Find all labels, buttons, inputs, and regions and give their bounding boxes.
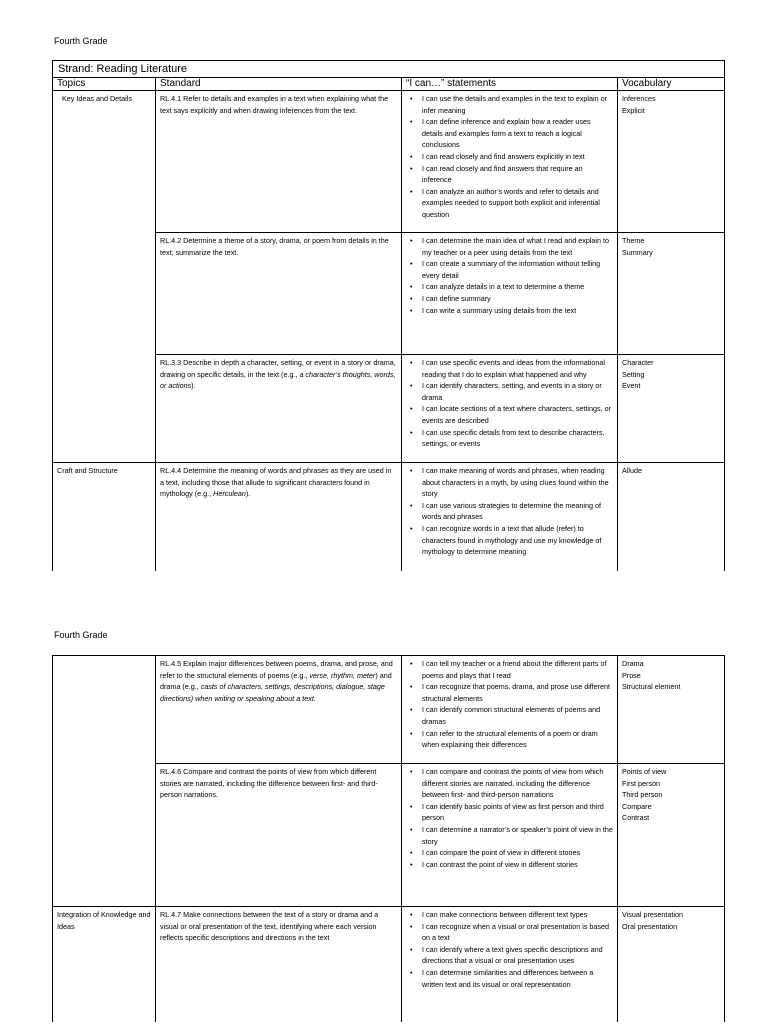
ican-item: • I can compare and contrast the points of view from which different stories are narrated, including the difference between first- and third-person narrations — [422, 766, 613, 801]
vocab-cell — [618, 764, 725, 907]
ican-item: • I can use specific events and ideas from the informational reading that I do to explain what happened and why — [422, 357, 613, 380]
topic-cell: Craft and Structure — [53, 463, 156, 571]
vocab-term: First person — [622, 778, 660, 788]
ican-item: • I can determine a narrator’s or speaker’s point of view in the story — [422, 824, 613, 847]
table-row — [53, 463, 725, 571]
ican-item: • I can use the details and examples in the text to explain or infer meaning — [422, 93, 613, 116]
vocab-term: Drama — [622, 659, 644, 668]
ican-cell — [402, 463, 618, 571]
ican-item: • I can make connections between different text types — [422, 909, 613, 921]
col-header-vocabulary: Vocabulary — [618, 78, 725, 91]
standard-cell: RL.4.7 Make connections between the text of a story or drama and a visual or oral presentation of the text, identifying where each version reflects specific descriptions and directions in the text — [156, 907, 402, 1022]
vocab-cell — [618, 233, 725, 355]
standard-example: a character’s thoughts, words, or actions — [160, 369, 396, 391]
standard-cell: RL.4.6 Compare and contrast the points of view from which different stories are narrated, including the difference between first- and third-person narrations. — [156, 764, 402, 907]
ican-item: • I can create a summary of the information without telling every detail — [422, 258, 613, 281]
vocab-cell — [618, 656, 725, 764]
page-header: Fourth Grade — [54, 36, 108, 46]
vocab-cell — [618, 907, 725, 1022]
vocab-term: Explicit — [622, 105, 645, 115]
ican-item: • I can identify where a text gives specific descriptions and directions that a visual or oral presentation uses — [422, 944, 613, 967]
standard-text-tail: ). — [191, 381, 196, 391]
standard-cell: RL.4.2 Determine a theme of a story, drama, or poem from details in the text; summarize the text. — [156, 233, 402, 355]
vocab-term: Summary — [622, 247, 653, 257]
standard-cell — [156, 355, 402, 463]
vocab-term: Character — [622, 358, 654, 367]
standard-text: RL.4.5 Explain major differences between poems, drama, and prose, and refer to the structural elements of poems (e.g., — [160, 659, 393, 680]
standard-text: RL.4.4 Determine the meaning of words and phrases as they are used in a text, including those that allude to significant characters found in mythology (e.g., — [160, 466, 392, 499]
ican-item: • I can recognize when a visual or oral presentation is based on a text — [422, 921, 613, 944]
standard-example: Herculean — [213, 489, 246, 499]
col-header-topics: Topics — [53, 78, 156, 91]
col-header-standard: Standard — [156, 78, 402, 91]
vocab-term: Prose — [622, 670, 641, 680]
vocab-term: Allude — [622, 466, 642, 475]
standard-cell: RL.4.1 Refer to details and examples in a text when explaining what the text says explicitly and when drawing inferences from the text. — [156, 91, 402, 233]
ican-cell — [402, 907, 618, 1022]
topic-cell — [53, 656, 156, 907]
strand-title: Strand: Reading Literature — [53, 61, 725, 78]
vocab-term: Third person — [622, 790, 663, 800]
ican-item: • I can identify characters, setting, and events in a story or drama — [422, 380, 613, 403]
standard-example: verse, rhythm, meter — [309, 670, 376, 680]
ican-item: • I can compare the point of view in different stories — [422, 847, 613, 859]
ican-item: • I can identify common structural elements of poems and dramas — [422, 704, 613, 727]
ican-item: • I can read closely and find answers explicitly in text — [422, 151, 613, 163]
ican-item: • I can identify basic points of view as first person and third person — [422, 801, 613, 824]
ican-item: • I can determine similarities and differences between a written text and its visual or oral representation — [422, 967, 613, 990]
vocab-term: Visual presentation — [622, 910, 684, 919]
ican-item: • I can refer to the structural elements of a poem or dram when explaining their differences — [422, 728, 613, 751]
header-row — [53, 78, 725, 91]
standards-table-continued — [52, 655, 725, 1022]
standard-cell — [156, 656, 402, 764]
ican-item: • I can locate sections of a text where characters, settings, or events are described — [422, 403, 613, 426]
topic-cell: Key Ideas and Details — [53, 91, 156, 463]
vocab-term: Oral presentation — [622, 921, 678, 931]
standard-text-mid: ) and drama (e.g., — [160, 670, 392, 692]
ican-item: • I can recognize words in a text that allude (refer) to characters found in mythology and use my knowledge of mythology to determine meaning — [422, 523, 613, 558]
vocab-cell — [618, 463, 725, 571]
ican-item: • I can tell my teacher or a friend about the different parts of poems and plays that I read — [422, 658, 613, 681]
ican-item: • I can make meaning of words and phrases, when reading about characters in a myth, by using clues found within the story — [422, 465, 613, 500]
vocab-cell — [618, 355, 725, 463]
ican-item: • I can contrast the point of view in different stories — [422, 859, 613, 871]
ican-item: • I can use various strategies to determine the meaning of words and phrases — [422, 500, 613, 523]
ican-cell — [402, 656, 618, 764]
ican-cell — [402, 355, 618, 463]
ican-cell — [402, 233, 618, 355]
ican-item: • I can recognize that poems, drama, and prose use different structural elements — [422, 681, 613, 704]
ican-item: • I can define inference and explain how a reader uses details and examples form a text to reach a logical conclusions — [422, 116, 613, 151]
table-row — [53, 91, 725, 233]
vocab-cell — [618, 91, 725, 233]
table-row — [53, 907, 725, 1022]
ican-item: • I can define summary — [422, 293, 613, 305]
vocab-term: Structural element — [622, 682, 681, 692]
col-header-ican: “I can…” statements — [402, 78, 618, 91]
ican-item: • I can determine the main idea of what I read and explain to my teacher or a peer using details from the text — [422, 235, 613, 258]
ican-item: • I can read closely and find answers that require an inference — [422, 163, 613, 186]
ican-item: • I can analyze details in a text to determine a theme — [422, 281, 613, 293]
vocab-term: Contrast — [622, 813, 650, 823]
ican-item: • I can analyze an author’s words and refer to details and examples needed to support both explicit and inferential question — [422, 186, 613, 221]
standard-text-tail: ). — [245, 489, 251, 499]
vocab-term: Inferences — [622, 94, 656, 103]
table-row — [53, 656, 725, 764]
vocab-term: Event — [622, 381, 641, 391]
ican-cell — [402, 764, 618, 907]
ican-cell — [402, 91, 618, 233]
vocab-term: Theme — [622, 236, 645, 245]
ican-item: • I can use specific details from text to describe characters, settings, or events — [422, 427, 613, 450]
vocab-term: Points of view — [622, 767, 667, 776]
standards-table — [52, 60, 725, 571]
vocab-term: Compare — [622, 801, 652, 811]
vocab-term: Setting — [622, 369, 645, 379]
ican-item: • I can write a summary using details from the text — [422, 305, 613, 317]
page-header: Fourth Grade — [54, 630, 108, 640]
standard-example: casts of characters, settings, descriptions, dialogue, stage directions) when writing or speaking about a text. — [160, 682, 385, 703]
standard-text: RL.3.3 Describe in depth a character, setting, or event in a story or drama, drawing on specific details, in the text (e.g., — [160, 358, 396, 379]
topic-cell: Integration of Knowledge and Ideas — [53, 907, 156, 1022]
standard-cell — [156, 463, 402, 571]
